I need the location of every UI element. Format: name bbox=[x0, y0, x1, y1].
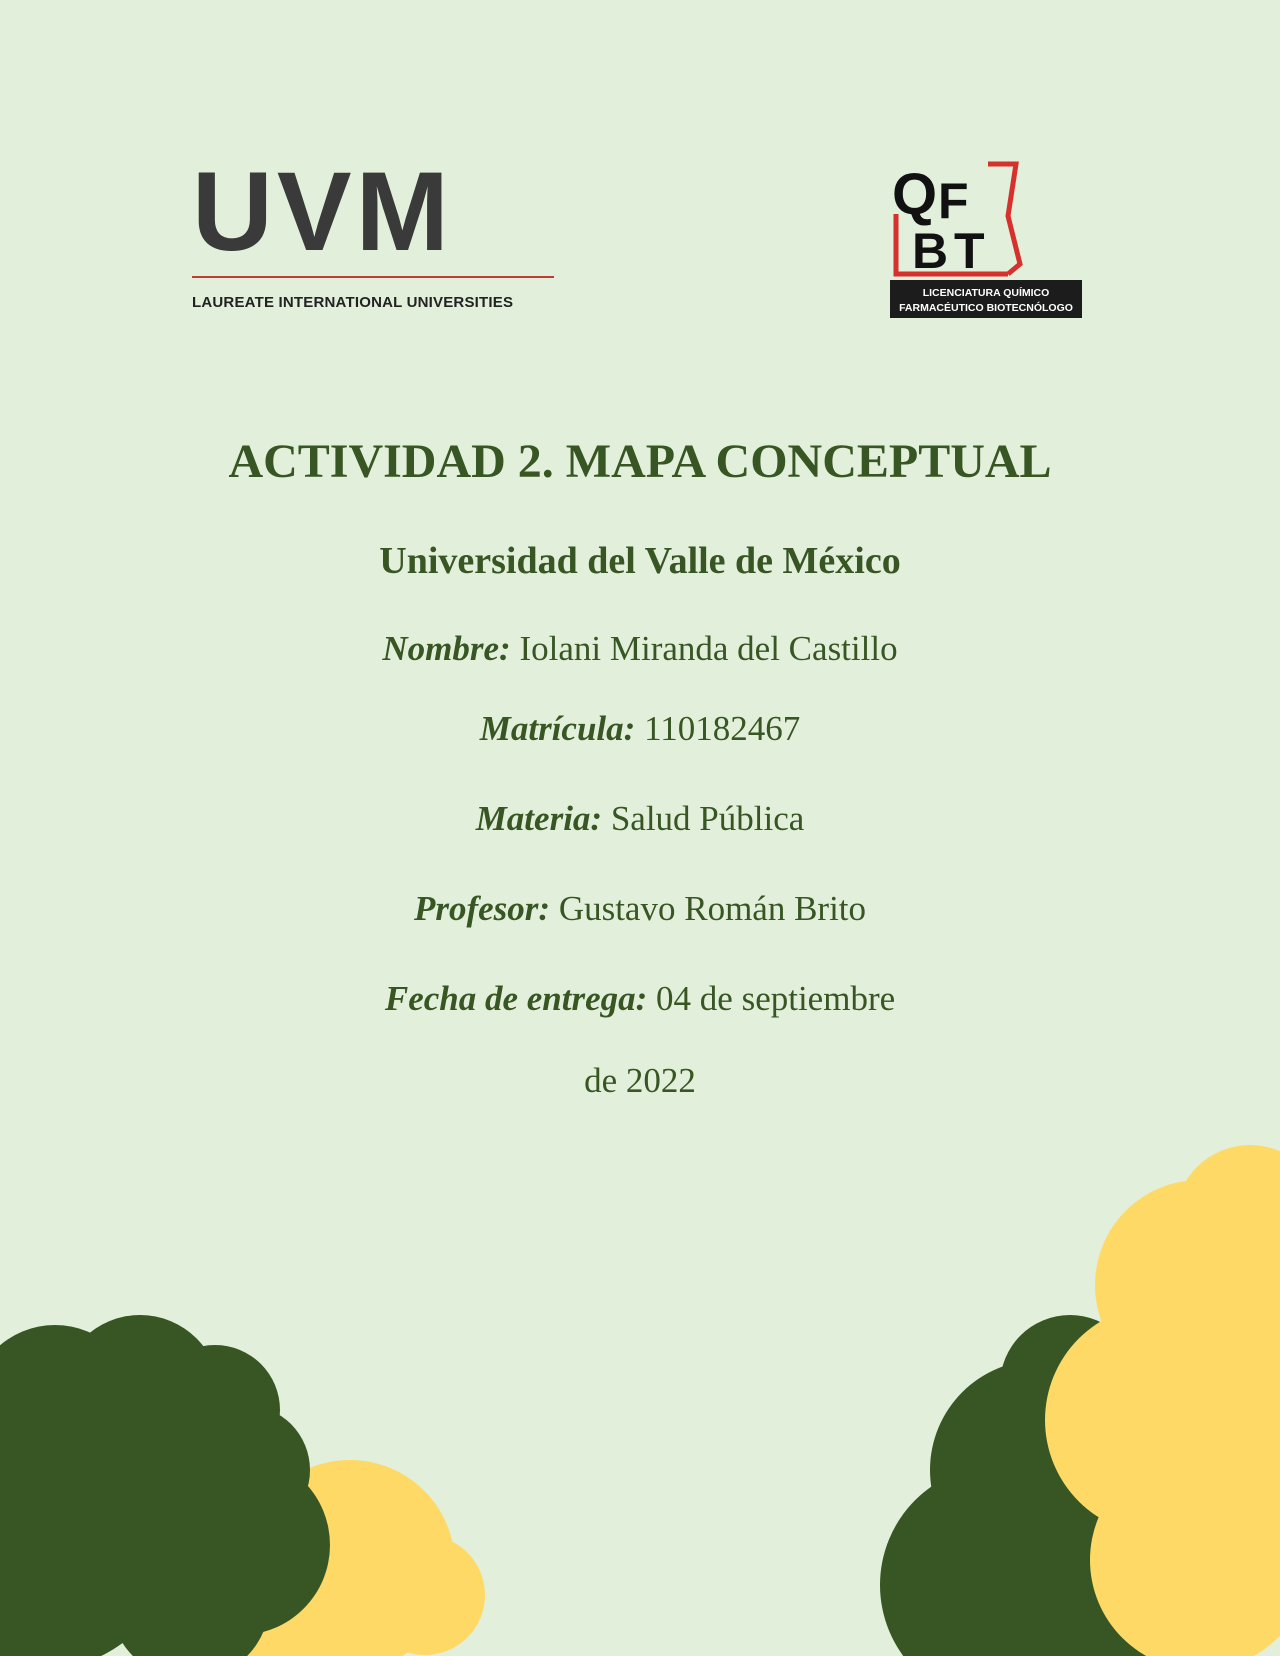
uvm-logo-subtitle: LAUREATE INTERNATIONAL UNIVERSITIES bbox=[192, 294, 514, 311]
materia-label: Materia: bbox=[475, 799, 603, 838]
field-fecha bbox=[0, 976, 1280, 1022]
qfbt-letter-f: F bbox=[938, 173, 969, 229]
matricula-value: 110182467 bbox=[644, 709, 801, 748]
qfbt-letter-t: T bbox=[954, 223, 985, 279]
left-green-bush bbox=[0, 1315, 330, 1656]
field-nombre bbox=[0, 626, 1280, 672]
qfbt-letter-q: Q bbox=[892, 162, 938, 227]
document-title: ACTIVIDAD 2. MAPA CONCEPTUAL bbox=[228, 435, 1052, 488]
uvm-logo-letters: UVM bbox=[192, 149, 453, 274]
nombre-label: Nombre: bbox=[382, 629, 511, 668]
fecha-value-line1: 04 de septiembre bbox=[656, 979, 896, 1018]
field-materia bbox=[0, 796, 1280, 842]
uvm-logo bbox=[192, 149, 554, 318]
fecha-label: Fecha de entrega: bbox=[384, 979, 648, 1018]
materia-value: Salud Pública bbox=[610, 799, 805, 838]
university-name: Universidad del Valle de México bbox=[379, 540, 901, 582]
field-matricula bbox=[0, 706, 1280, 752]
right-green-bush bbox=[880, 1315, 1230, 1656]
right-yellow-bush bbox=[1045, 1145, 1280, 1656]
qfbt-caption-line1: LICENCIATURA QUÍMICO bbox=[922, 287, 1050, 299]
nombre-value: Iolani Miranda del Castillo bbox=[519, 629, 898, 668]
qfbt-logo bbox=[888, 156, 1084, 320]
fecha-value-line2: de 2022 bbox=[584, 1061, 696, 1100]
field-profesor bbox=[0, 886, 1280, 932]
left-yellow-bush bbox=[210, 1460, 485, 1656]
profesor-label: Profesor: bbox=[413, 889, 551, 928]
uvm-logo-red-line bbox=[192, 276, 554, 278]
qfbt-caption-line2: FARMACÉUTICO BIOTECNÓLOGO bbox=[899, 302, 1073, 314]
profesor-value: Gustavo Román Brito bbox=[558, 889, 867, 928]
qfbt-letter-b: B bbox=[912, 223, 949, 279]
matricula-label: Matrícula: bbox=[479, 709, 636, 748]
